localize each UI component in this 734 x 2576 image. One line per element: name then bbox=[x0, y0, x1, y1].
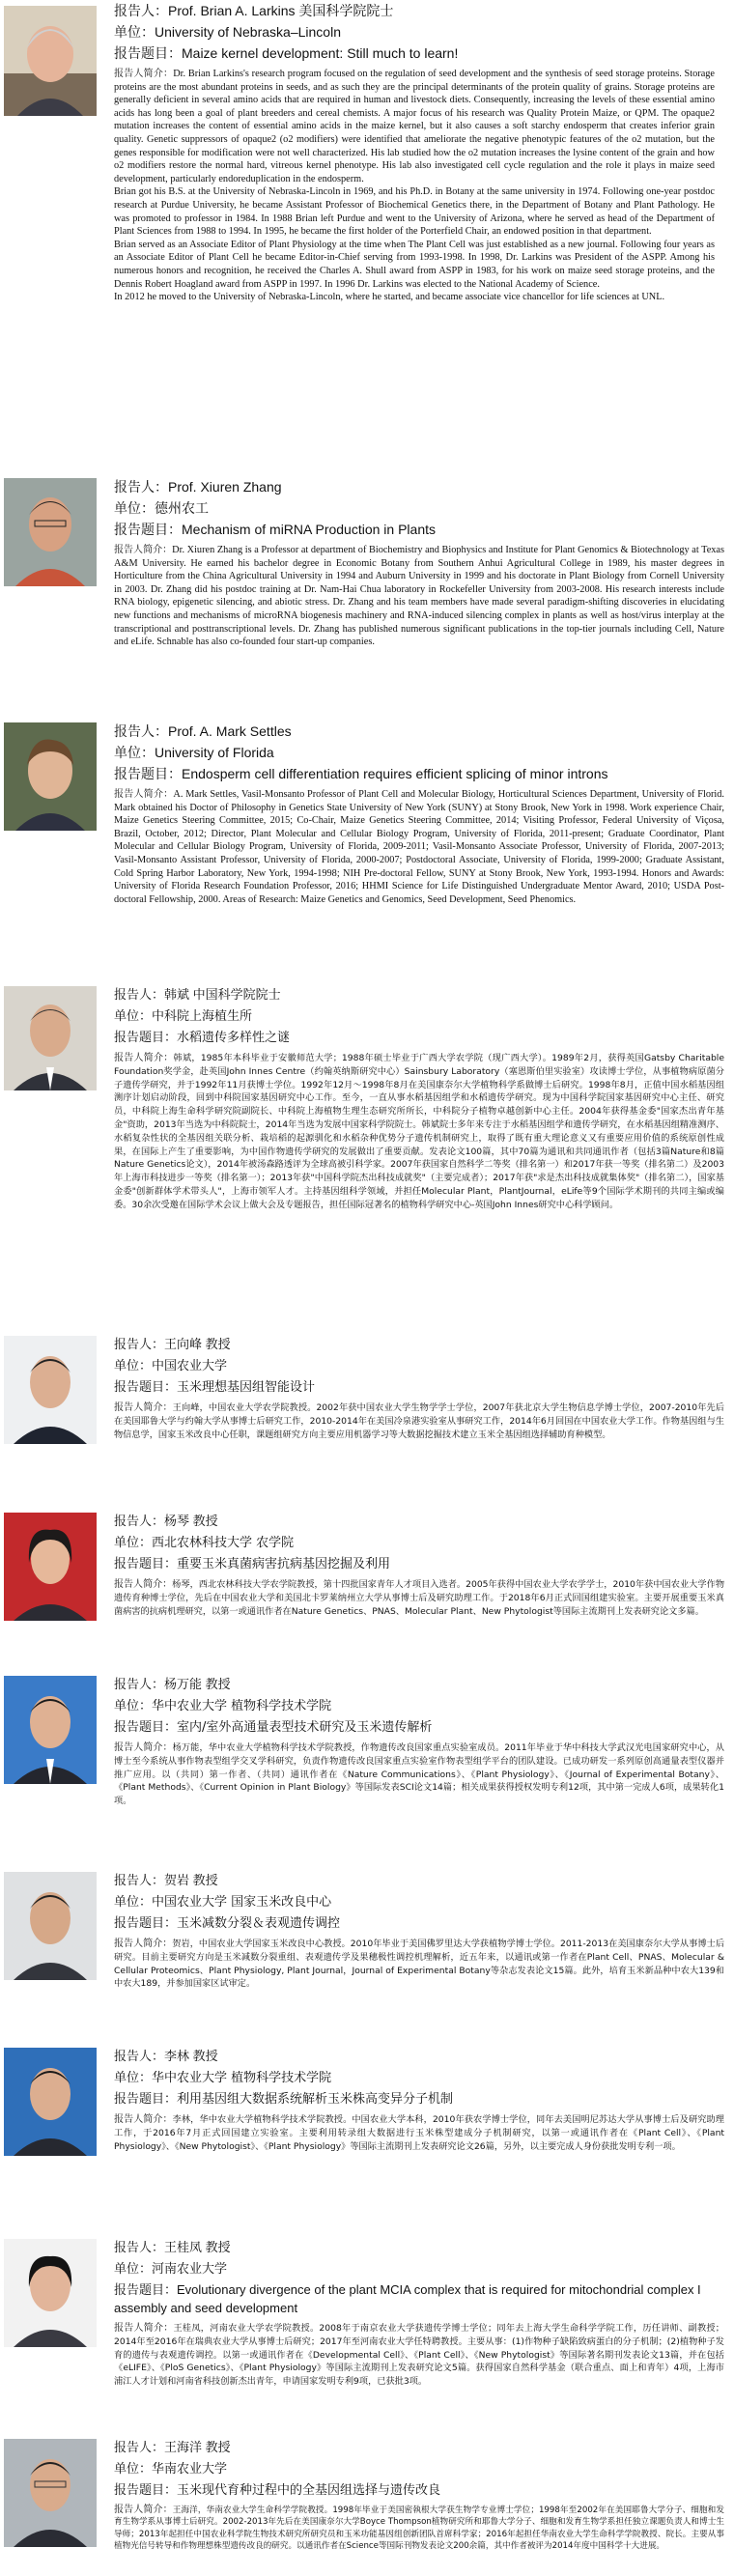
speaker-name-line: 报告人：Prof. Xiuren Zhang bbox=[114, 479, 282, 495]
speaker-photo bbox=[4, 1513, 97, 1621]
speaker-photo bbox=[4, 2239, 97, 2347]
speaker-bio: 报告人简介：贺岩，中国农业大学国家玉米改良中心教授。2010年毕业于美国佛罗里达大学获植物学博士学位。2011-2013在美国康奈尔大学从事博士后研究。目前主要研究方向是玉米减数分裂重组、表观遗传学及果穗极性调控机理解析，近五年来，以通讯或第一作者在Plant Cell、PNAS、Molecular & Cellular Proteomics、Plant Physiology, Plant Journal，Journal of Experimental Botany等杂志发表论文15篇。此外，培育玉米新品种中农大139和中农大189，并参加国家区试审定。 bbox=[114, 1939, 725, 1990]
speaker-unit: 单位：University of Nebraska–Lincoln bbox=[114, 24, 341, 41]
speaker-photo bbox=[4, 1872, 97, 1980]
speaker-name-line: 报告人：王桂凤 教授 bbox=[114, 2241, 231, 2255]
speaker-unit: 单位：西北农林科技大学 农学院 bbox=[114, 1536, 295, 1550]
speaker-name-line: 报告人：Prof. Brian A. Larkins 美国科学院院士 bbox=[114, 3, 394, 19]
speaker-photo bbox=[4, 1336, 97, 1444]
speaker-bio: 报告人简介：杨琴，西北农林科技大学农学院教授，第十四批国家青年人才项目入选者。2005年获得中国农业大学农学学士，2010年获中国农业大学作物遗传育种博士学位，先后在中国农业大学和美国北卡罗莱纳州立大学从事博士后及研究助理工作。于2018年6月正式回国组建实验室。主要开展重要玉米真菌病害的抗病机理研究，以第一或通讯作者在Nature Genetics、PNAS、Molecular Plant、New Phytologist等国际主流期刊上发表研究论文多篇。 bbox=[114, 1579, 725, 1617]
speaker-unit: 单位：华南农业大学 bbox=[114, 2462, 228, 2477]
speaker-bio: 报告人简介：杨万能，华中农业大学植物科学技术学院教授，作物遗传改良国家重点实验室成员。2011年毕业于华中科技大学武汉光电国家研究中心，从博士至今系统从事作物表型组学交叉学科研究，负责作物遗传改良国家重点实验室作物表型组学平台的团队建设。已成功研发一系列原创高通量表型仪器并推广应用。以（共同）第一作者、（共同）通讯作者在《Nature Communications》、《Plant Physiology》、《Journal of Experimental Botany》、《Plant Methods》、《Current Opinion in Plant Biology》等国际发表SCI论文14篇；相关成果获得授权发明专利12项，其中第一完成人6项，成果转化1项。 bbox=[114, 1742, 724, 1807]
speaker-unit: 单位：University of Florida bbox=[114, 745, 274, 761]
speaker-unit: 单位：中科院上海植生所 bbox=[114, 1009, 253, 1024]
speaker-card-han-bin bbox=[0, 986, 734, 1257]
speaker-topic: 报告题目：玉米减数分裂＆表观遗传调控 bbox=[114, 1916, 341, 1931]
speaker-unit: 单位：中国农业大学 国家玉米改良中心 bbox=[114, 1895, 332, 1910]
speaker-topic: 报告题目：Maize kernel development: Still much to learn! bbox=[114, 45, 459, 62]
speaker-unit: 单位：华中农业大学 植物科学技术学院 bbox=[114, 1699, 332, 1713]
speaker-photo bbox=[4, 2439, 97, 2547]
speaker-card-yang-qin bbox=[0, 1513, 734, 1657]
speaker-name-line: 报告人：王向峰 教授 bbox=[114, 1338, 231, 1352]
speaker-photo bbox=[4, 986, 97, 1090]
speaker-topic: 报告题目：玉米理想基因组智能设计 bbox=[114, 1380, 316, 1395]
speaker-photo bbox=[4, 478, 97, 586]
speaker-card-wang-haiyang bbox=[0, 2439, 734, 2574]
speaker-topic: 报告题目：Mechanism of miRNA Production in Plants bbox=[114, 522, 436, 538]
speaker-topic: 报告题目：利用基因组大数据系统解析玉米株高变异分子机制 bbox=[114, 2092, 454, 2107]
speaker-photo bbox=[4, 722, 97, 831]
speaker-name-line: 报告人：贺岩 教授 bbox=[114, 1874, 218, 1888]
speaker-topic: 报告题目：水稻遗传多样性之谜 bbox=[114, 1031, 291, 1045]
speaker-name-line: 报告人：李林 教授 bbox=[114, 2050, 218, 2064]
speaker-card-li-lin bbox=[0, 2048, 734, 2212]
speaker-card-settles bbox=[0, 722, 734, 945]
speaker-name-line: 报告人：王海洋 教授 bbox=[114, 2441, 231, 2455]
speaker-name-line: 报告人：韩斌 中国科学院院士 bbox=[114, 988, 281, 1003]
speaker-name-line: 报告人：杨万能 教授 bbox=[114, 1678, 231, 1692]
speaker-photo bbox=[4, 1676, 97, 1784]
speaker-bio: 报告人简介：王向峰，中国农业大学农学院教授。2002年获中国农业大学生物学学士学位，2007年获北京大学生物信息学博士学位，2007-2010年先后在美国耶鲁大学与约翰大学从事博士后研究工作，2010-2014年在美国冷泉港实验室从事研究工作，2014年6月回国在中国农业大学工作。作物基因组与生物信息学，国家玉米改良中心任职，课题组研究方向主要应用机器学习等大数据挖掘技术建立玉米全基因组选择辅助育种模型。 bbox=[114, 1402, 724, 1440]
speaker-bio: 报告人简介：Dr. Xiuren Zhang is a Professor at department of Biochemistry and Biophysics and Institute for Plant Genomics & Biotechnology at Texas A&M University. He earned his bachelor degree in Economic Botany from Southern Anhui Agricultural College in 1989, his master degrees in Horticulture from the China Agricultural University in 1994 and Auburn University in 1999 and his doctorate in Plant Biology from Cornell University in 2003. Dr. Zhang did his postdoc training at Dr. Nam-Hai Chua laboratory in Rockefeller University from 2003-2008. His research interests include RNA biology, epigenetic silencing, and abiotic stress. Dr. Zhang and his team members have made several paradigm-shifting discoveries in elucidating new functions and mechanisms of microRNA biogenesis machinery and RNA-induced silencing complex in plants as well as host/virus interplay at the transcriptional and posttranscriptional levels. Dr. Zhang has published numerous significant publications in the top-tier journals including Cell, Nature and eLife. Schnable has also co-founded four start-up companies. bbox=[114, 545, 724, 648]
speaker-photo bbox=[4, 2048, 97, 2156]
speaker-topic: 报告题目：Evolutionary divergence of the plant MCIA complex that is required for mitochondrial complex I assembly and seed development bbox=[114, 2282, 701, 2315]
speaker-bio: 报告人简介：王海洋，华南农业大学生命科学学院教授。1998年毕业于美国密執根大学获生物学专业博士学位；1998年至2002年在美国耶鲁大学分子、细胞和发育生物学系从事博士后研究。2002-2013年先后在美国康奈尔大学Boyce Thompson植物研究所和耶鲁大学分子、细胞和发育生物学系担任独立课题负责人和博士生导师；2013年起担任中国农业科学院生物技术研究所研究员和玉米功能基因组创新团队首席科学家；2016年起担任华南农业大学生命科学学院教授、院长。主要从事植物光信号转导和作物理想株型遗传改良的研究。以通讯作者在Science等国际刊物发表论文200余篇，其中作者被评为2014年度中国科学十大进展。 bbox=[114, 2505, 724, 2552]
speaker-unit: 单位：中国农业大学 bbox=[114, 1359, 228, 1373]
speaker-name-line: 报告人：杨琴 教授 bbox=[114, 1514, 218, 1529]
speaker-bio: 报告人简介：王桂凤，河南农业大学农学院教授。2008年于南京农业大学获遗传学博士学位；同年去上海大学生命科学学院工作，历任讲师、副教授；2014年至2016年在瑞典农业大学从事博士后研究；2017年至河南农业大学任特聘教授。主要从事：(1)作物种子缺陷致病蛋白的分子机制；(2)植物种子发育的遗传与表观遗传调控。以第一或通讯作者在《Developmental Cell》、《Plant Cell》、《New Phytologist》等国际著名期刊发表论文13篇，并在包括《eLIFE》、《PloS Genetics》、《Plant Physiology》等国际主流期刊上发表研究论文5篇。获得国家自然科学基金（联合重点、面上和青年）4项，上海市浦江人才计划和河南省科技创新杰出青年，申请国家发明专利9项，已获批3项。 bbox=[114, 2323, 724, 2388]
speaker-topic: 报告题目：玉米现代育种过程中的全基因组选择与遗传改良 bbox=[114, 2483, 441, 2498]
speaker-unit: 单位：河南农业大学 bbox=[114, 2262, 228, 2277]
speaker-unit: 单位：华中农业大学 植物科学技术学院 bbox=[114, 2071, 332, 2085]
speaker-bio: 报告人简介：韩斌，1985年本科毕业于安徽师范大学；1988年硕士毕业于广西大学农学院（现广西大学）。1989年2月，获得英国Gatsby Charitable Foundation奖学金，赴英国John Innes Centre（约翰英纳斯研究中心）Sainsbury Laboratory（塞恩斯伯里实验室）攻读博士学位，从事植物病原菌分子遗传学研究，并于1992年11月获博士学位。1992年12月～1998年8月在美国康奈尔大学植物科学系做博士后研究。1998年8月，正值中国水稻基因组测序计划启动阶段，回到中科院国家基因研究中心工作。至今，一直从事水稻基因组学和水稻遗传学研究。现为中国科学院国家基因研究中心主任、研究员，中科院上海生命科学研究院副院长、中科院上海植物生理生态研究所所长，中科院分子植物卓越创新中心主任。2004年获得基金委"国家杰出青年基金"资助，2013年当选为中科院院士，2014年当选为发展中国家科学院院士。韩斌院士多年来专注于水稻基因组学和遗传学研究，在水稻基因组精准测序、水稻复杂性状的全基因组关联分析、栽培稻的起源驯化和水稻杂种优势分子遗传机制研究上，取得了既有重大理论意义又有重要应用价值的系统原创性成果，在国际上产生了重要影响，为中国作物遗传学研究的发展做出了重要贡献。发表论文100篇，其中70篇为通讯和共同通讯作者（包括3篇Nature和8篇Nature Genetics论文），2014年被汤森路透评为全球高被引科学家。2007年获国家自然科学二等奖（排名第一）和2017年获一等奖（排名第二）及2003年上海市科技进步一等奖（排名第一）；2013年获"中国科学院杰出科技成就奖"（主要完成者）；2017年获"求是杰出科技成就集体奖"（排名第二），国家基金委"创新群体学术带头人"，上海市领军人才。主持基因组科学领域，并担任Molecular Plant，PlantJournal，eLife等9个国际学术期刊的共同主编或编委。30余次受邀在国际学术会议上做大会及专题报告，担任国际冠著名的植物科学研究中心-英国John Innes研究中心科学顾问。 bbox=[114, 1053, 725, 1210]
speaker-name-line: 报告人：Prof. A. Mark Settles bbox=[114, 723, 292, 740]
speaker-card-wang-xiangfeng bbox=[0, 1336, 734, 1481]
speaker-bio: 报告人简介：李林，华中农业大学植物科学技术学院教授。中国农业大学本科，2010年获农学博士学位，同年去美国明尼苏达大学从事博士后及研究助理工作，于2016年7月正式回国建立实验室。主要利用转录组大数据进行玉米株型建成分子机制研究，以第一或通讯作者在《Plant Cell》、《Plant Physiology》、《New Phytologist》、《Plant Physiology》等国际主流期刊上发表研究论文26篇，另外，以主要完成人身份获批发明专利一项。 bbox=[114, 2114, 724, 2152]
speaker-bio: 报告人简介：Dr. Brian Larkins's research program focused on the regulation of seed development and the synthesis of seed storage proteins. Storage proteins are the most abundant proteins in seeds, and as such they are the principal determinants of the protein quality of grains. Storage proteins are generally deficient in several amino acids that are required in human and livestock diets. Consequently, increasing the levels of these essential amino acids has long been a goal of plant breeders and cereal chemists. A major focus of his research was Quality Protein Maize, or QPM. The opaque2 mutation increases the content of essential amino acids in the maize kernel, but it also causes a soft starchy endosperm that creates inferior grain quality. Genetic suppressors of opaque2 (o2 modifiers) were identified that ameliorate the negative phenotypic features of the o2 mutation, but the genes responsible for modification were not well characterized. His lab studied how the o2 mutation increases the lysine content of the grain and how o2 modifiers restore the normal hard, vitreous kernel phenotype. His lab also investigated cell cycle regulation and the role it plays in maize seed development, particularly endoreduplication in the endosperm. Brian got his B.S. at the University of Nebraska-Lincoln in 1969, and his Ph.D. in Botany at the same university in 1974. Following one-year postdoc research at Purdue University, he became Assistant Professor of Biochemical Genetics there, in the Department of Botany and Plant Pathology. He was promoted to professor in 1984. In 1988 Brian left Purdue and went to the University of Arizona, where he served as head of the Department of Plant Sciences from 1988 to 1994. In 1995, he became the first holder of the Porterfield Chair, an endowed position in that department. Brian served as an Associate Editor of Plant Physiology at the time when The Plant Cell was just established as a new journal. Following four years as an Associate Editor of Plant Cell he became Editor-in-Chief serving from 1993-1998. In 1998, Dr. Larkins was President of the ASPP. Among his numerous honors and recognition, he received the Charles A. Shull award from ASPP in 1983, for his work on maize seed storage proteins, and the Dennis Robert Hoagland award from ASPP in 1997. In 1996 Dr. Larkins was elected to the National Academy of Science. In 2012 he moved to the University of Nebraska-Lincoln, where he started, and became associate vice chancellor for life sciences at UNL. bbox=[114, 69, 715, 303]
speaker-bio: 报告人简介：A. Mark Settles, Vasil-Monsanto Professor of Plant Cell and Molecular Biology, Horticultural Sciences Department, University of Florid. Mark obtained his Doctor of Philosophy in Genetics State University of New York (SUNY) at Stony Brook, New York in 1998. Work experience Chair, Maize Genetics Steering Committee, 2015; Co-Chair, Maize Genetics Steering Committee, 2014; Visiting Professor, Federal University of Viçosa, Brazil, October, 2012; Director, Plant Molecular and Cellular Biology Program, University of Florida, 2011-present; Graduate Coordinator, Plant Molecular and Cellular Biology Program, University of Florida, 2009-2011; Vasil-Monsanto Associate Professor, University of Florida, 2007-2013; Vasil-Monsanto Assistant Professor, University of Florida, 2000-2007; Postdoctoral Associate, University of Florida, 1999-2000; Graduate Assistant, Cold Spring Harbor Laboratory, New York, 1994-1998; NIH Pre-doctoral Fellow, SUNY at Stony Brook, New York, 1993-1994. Honors and Awards: University of Florida Research Foundation Professor, 2016; HHMI Science for Life Distinguished Undergraduate Mentor Award, 2010; USDA Post-doctoral Fellowship, 2000. Areas of Research: Maize Genetics and Genomics, Seed Development, Seed Phenomics. bbox=[114, 789, 725, 905]
speaker-card-yang-wanneng bbox=[0, 1676, 734, 1864]
speaker-topic: 报告题目：重要玉米真菌病害抗病基因挖掘及利用 bbox=[114, 1557, 391, 1571]
speaker-unit: 单位：德州农工 bbox=[114, 501, 209, 517]
speaker-card-he-yan bbox=[0, 1872, 734, 2041]
speaker-topic: 报告题目：Endosperm cell differentiation requires efficient splicing of minor introns bbox=[114, 766, 608, 782]
speaker-card-larkins bbox=[0, 2, 734, 313]
speaker-topic: 报告题目：室内/室外高通量表型技术研究及玉米遗传解析 bbox=[114, 1720, 433, 1735]
speaker-card-xiuren-zhang bbox=[0, 478, 734, 691]
speaker-card-wang-guifeng bbox=[0, 2239, 734, 2422]
